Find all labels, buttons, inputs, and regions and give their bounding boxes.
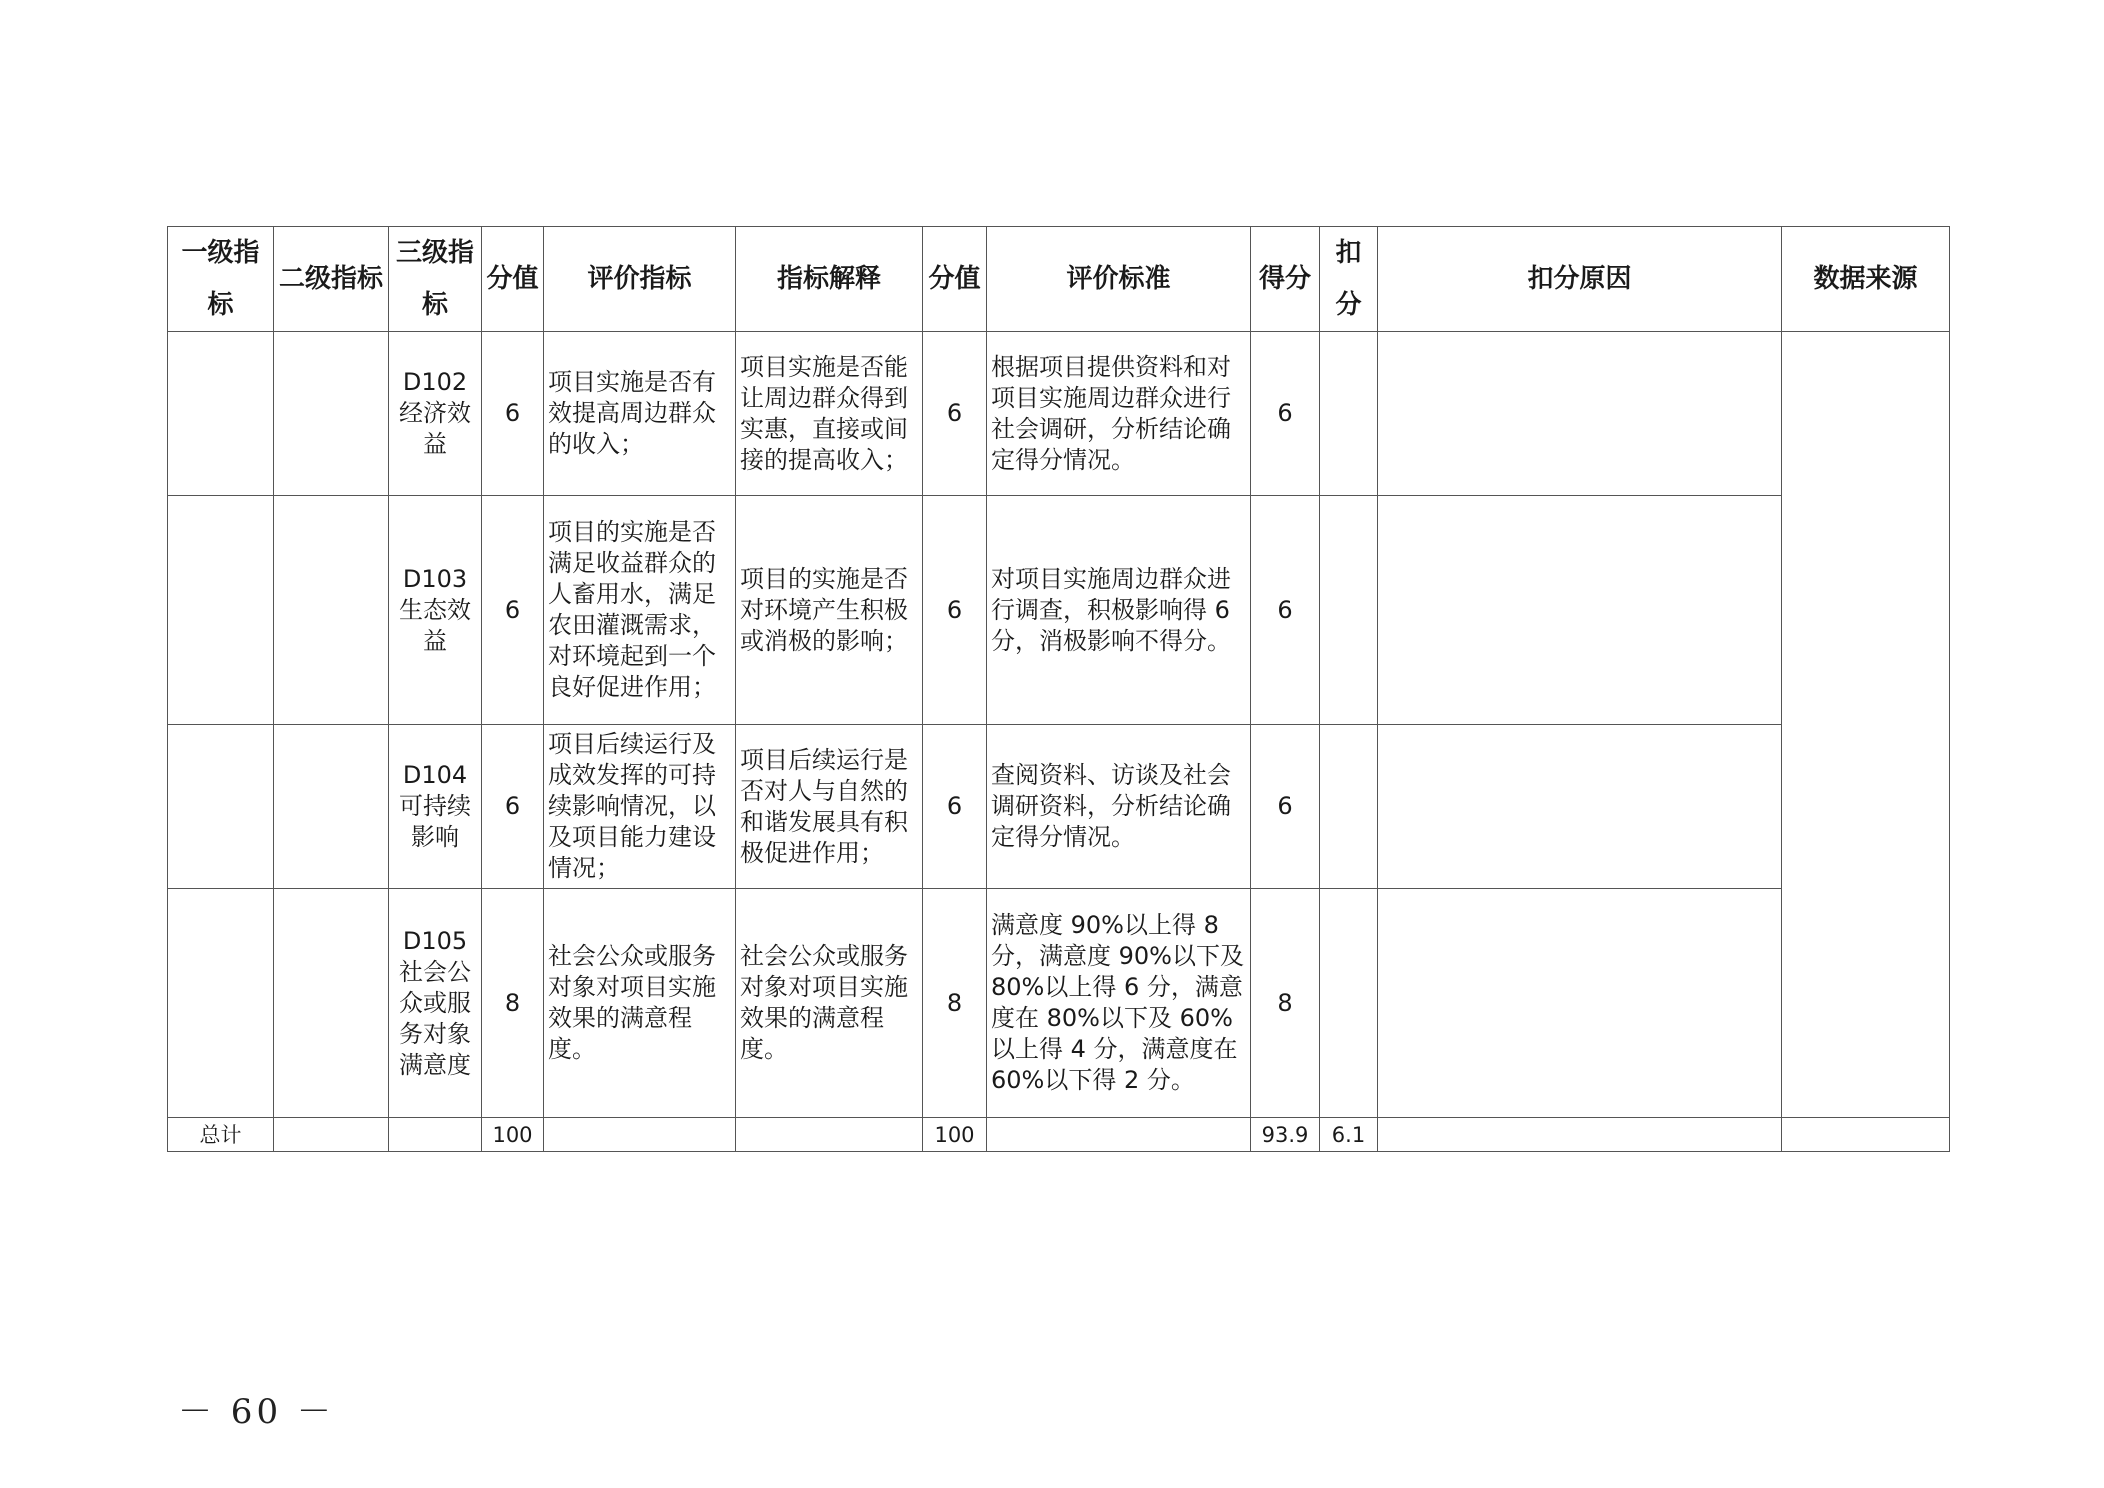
total-deduct: 6.1	[1320, 1118, 1378, 1152]
score2-cell: 8	[923, 889, 987, 1118]
eval-index-cell: 项目后续运行及成效发挥的可持续影响情况，以及项目能力建设情况；	[544, 725, 736, 889]
level1-cell	[168, 496, 274, 725]
total-score: 100	[482, 1118, 544, 1152]
score2-cell: 6	[923, 496, 987, 725]
criteria-cell: 对项目实施周边群众进行调查，积极影响得 6 分，消极影响不得分。	[987, 496, 1251, 725]
page-number: － 60 －	[178, 1392, 335, 1432]
criteria-cell: 查阅资料、访谈及社会调研资料，分析结论确定得分情况。	[987, 725, 1251, 889]
indicator-code: D103	[402, 564, 468, 593]
score-cell: 6	[482, 496, 544, 725]
header-deduct: 扣分	[1320, 227, 1378, 332]
reason-cell	[1378, 496, 1782, 725]
eval-index-cell: 社会公众或服务对象对项目实施效果的满意程度。	[544, 889, 736, 1118]
level3-cell	[389, 496, 482, 725]
indicator-name: 可持续影响	[399, 792, 471, 851]
level2-cell	[274, 725, 389, 889]
level1-cell	[168, 725, 274, 889]
header-eval-index: 评价指标	[544, 227, 736, 332]
deduct-cell	[1320, 889, 1378, 1118]
level3-cell	[389, 725, 482, 889]
score2-cell: 6	[923, 725, 987, 889]
level2-cell	[274, 332, 389, 496]
header-level1: 一级指标	[168, 227, 274, 332]
header-source: 数据来源	[1782, 227, 1950, 332]
deduct-cell	[1320, 725, 1378, 889]
indicator-code: D104	[402, 761, 468, 789]
level2-cell	[274, 496, 389, 725]
header-row	[168, 227, 1950, 332]
total-criteria	[987, 1118, 1251, 1152]
header-level3: 三级指标	[389, 227, 482, 332]
reason-cell	[1378, 725, 1782, 889]
indicator-name: 社会公众或服务对象满意度	[399, 957, 471, 1079]
criteria-cell: 根据项目提供资料和对项目实施周边群众进行社会调研，分析结论确定得分情况。	[987, 332, 1251, 496]
reason-cell	[1378, 889, 1782, 1118]
total-source	[1782, 1118, 1950, 1152]
table-row	[168, 332, 1950, 496]
level3-cell	[389, 889, 482, 1118]
total-explain	[736, 1118, 923, 1152]
score-cell: 6	[482, 725, 544, 889]
reason-cell	[1378, 332, 1782, 496]
header-score: 分值	[482, 227, 544, 332]
header-score-2: 分值	[923, 227, 987, 332]
got-cell: 8	[1251, 889, 1320, 1118]
deduct-cell	[1320, 496, 1378, 725]
header-explain: 指标解释	[736, 227, 923, 332]
table-row	[168, 725, 1950, 889]
total-level2	[274, 1118, 389, 1152]
indicator-name: 经济效益	[399, 399, 471, 458]
total-label: 总计	[168, 1118, 274, 1152]
total-eval-index	[544, 1118, 736, 1152]
total-got: 93.9	[1251, 1118, 1320, 1152]
indicator-name: 生态效益	[399, 595, 471, 655]
explain-cell: 项目后续运行是否对人与自然的和谐发展具有积极促进作用；	[736, 725, 923, 889]
indicator-code: D105	[402, 926, 468, 955]
table-row	[168, 889, 1950, 1118]
header-level2: 二级指标	[274, 227, 389, 332]
level2-cell	[274, 889, 389, 1118]
header-criteria: 评价标准	[987, 227, 1251, 332]
evaluation-table	[167, 226, 1950, 1152]
header-got: 得分	[1251, 227, 1320, 332]
table-row	[168, 496, 1950, 725]
got-cell: 6	[1251, 332, 1320, 496]
got-cell: 6	[1251, 496, 1320, 725]
explain-cell: 项目的实施是否对环境产生积极或消极的影响；	[736, 496, 923, 725]
indicator-code: D102	[402, 368, 468, 396]
eval-index-cell: 项目实施是否有效提高周边群众的收入；	[544, 332, 736, 496]
level3-cell	[389, 332, 482, 496]
score-cell: 8	[482, 889, 544, 1118]
criteria-cell: 满意度 90%以上得 8 分，满意度 90%以下及 80%以上得 6 分，满意度在 80%以下及 60%以上得 4 分，满意度在 60%以下得 2 分。	[987, 889, 1251, 1118]
total-level3	[389, 1118, 482, 1152]
total-reason	[1378, 1118, 1782, 1152]
explain-cell: 社会公众或服务对象对项目实施效果的满意程度。	[736, 889, 923, 1118]
header-reason: 扣分原因	[1378, 227, 1782, 332]
score2-cell: 6	[923, 332, 987, 496]
explain-cell: 项目实施是否能让周边群众得到实惠，直接或间接的提高收入；	[736, 332, 923, 496]
total-row	[168, 1118, 1950, 1152]
score-cell: 6	[482, 332, 544, 496]
eval-index-cell: 项目的实施是否满足收益群众的人畜用水，满足农田灌溉需求，对环境起到一个良好促进作用；	[544, 496, 736, 725]
level1-cell	[168, 889, 274, 1118]
deduct-cell	[1320, 332, 1378, 496]
level1-cell	[168, 332, 274, 496]
got-cell: 6	[1251, 725, 1320, 889]
source-cell	[1782, 332, 1950, 1118]
total-score-2: 100	[923, 1118, 987, 1152]
